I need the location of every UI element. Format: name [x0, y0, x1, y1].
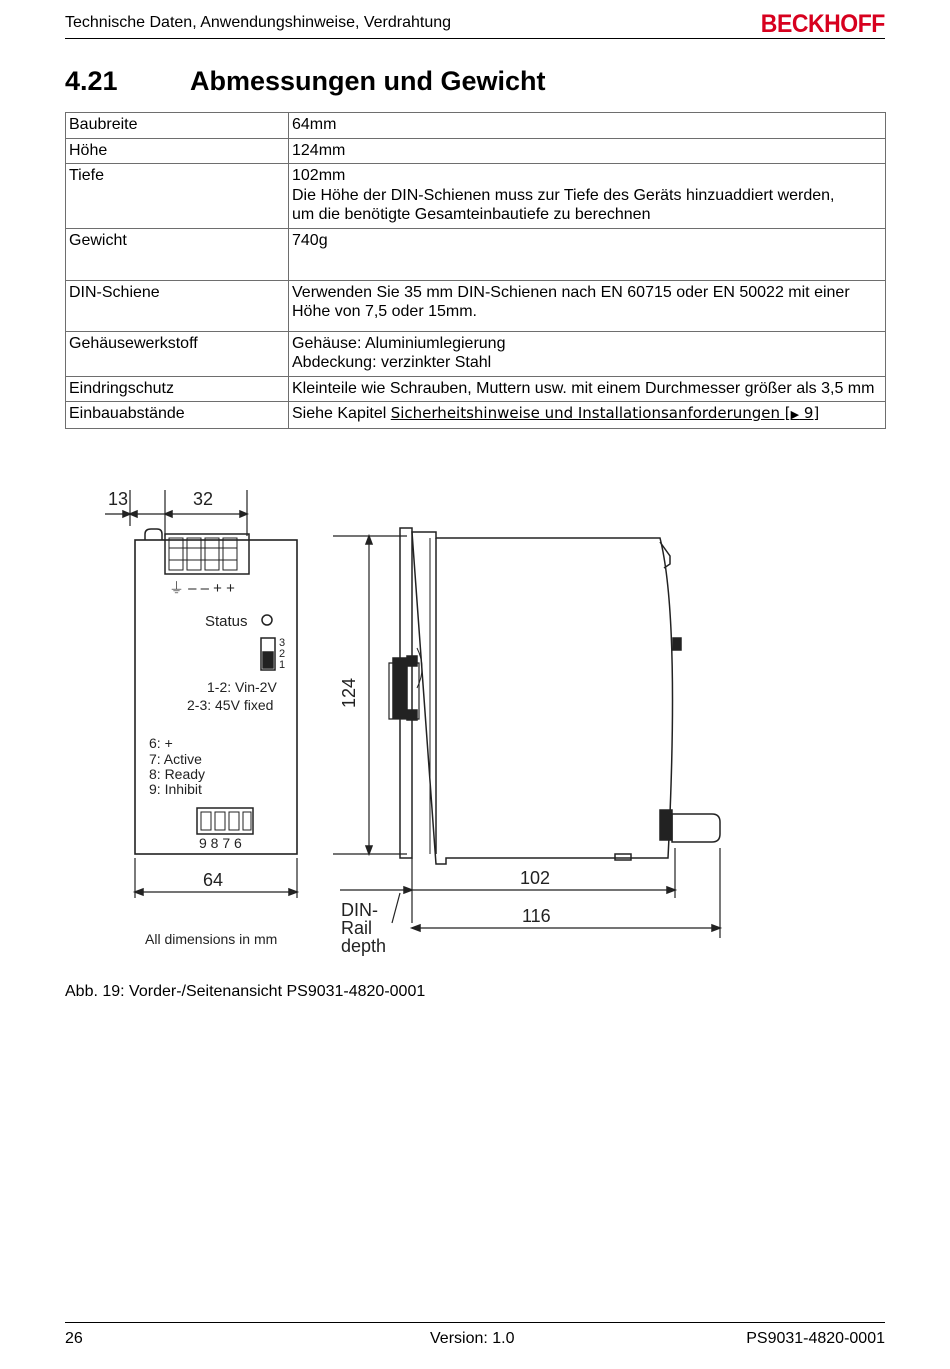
- value-line: 102mm: [292, 167, 346, 184]
- row-value: [289, 164, 886, 229]
- row-key: Baubreite: [66, 113, 289, 139]
- dim-124: 124: [339, 677, 359, 708]
- version: Version: 1.0: [430, 1330, 515, 1347]
- value-line: Abdeckung: verzinkter Stahl: [292, 354, 492, 371]
- row-key: Eindringschutz: [66, 376, 289, 402]
- value-line: Gehäuse: Aluminiumlegierung: [292, 334, 506, 352]
- row-value: 124mm: [289, 138, 886, 164]
- header-title: Technische Daten, Anwendungshinweise, Verdrahtung: [65, 14, 452, 31]
- dim-64: 64: [203, 870, 224, 890]
- din-label-1: DIN-: [341, 900, 378, 920]
- product-code: PS9031-4820-0001: [746, 1330, 885, 1347]
- dim-32: 32: [193, 489, 214, 509]
- pin-9: 9: Inhibit: [149, 781, 202, 797]
- row-value: Kleinteile wie Schrauben, Muttern usw. mit einem Durchmesser größer als 3,5 mm: [289, 376, 886, 402]
- figure-caption: Abb. 19: Vorder-/Seitenansicht PS9031-4820-0001: [65, 983, 426, 1000]
- front-view: [105, 489, 297, 947]
- page-number: 26: [65, 1330, 83, 1347]
- page-header: [65, 10, 885, 39]
- section-number: 4.21: [65, 66, 118, 96]
- table-row: [66, 228, 886, 280]
- row-value: [289, 402, 886, 429]
- setting-2: 2-3: 45V fixed: [187, 697, 274, 713]
- din-label-2: Rail: [341, 918, 373, 938]
- side-view: [333, 528, 720, 956]
- chapter-link[interactable]: [391, 404, 820, 422]
- row-key: Einbauabstände: [66, 402, 289, 429]
- row-key: Tiefe: [66, 164, 289, 229]
- section-heading: [65, 66, 546, 97]
- table-row: [66, 331, 886, 376]
- dim-116: 116: [522, 906, 551, 926]
- dim-13: 13: [108, 489, 129, 509]
- row-value: [289, 331, 886, 376]
- row-key: Gehäusewerkstoff: [66, 331, 289, 376]
- reference-prefix: Siehe Kapitel: [292, 405, 391, 422]
- pin-6: 6: +: [149, 735, 173, 751]
- switch-number-1: 1: [279, 659, 286, 671]
- switch-number-3: 3: [279, 637, 286, 649]
- section-title: Abmessungen und Gewicht: [190, 66, 546, 96]
- table-row: [66, 376, 886, 402]
- units-note: All dimensions in mm: [145, 931, 278, 947]
- row-value: 64mm: [289, 113, 886, 139]
- table-row: [66, 138, 886, 164]
- value-line: um die benötigte Gesamteinbautiefe zu berechnen: [292, 206, 651, 223]
- row-value: 740g: [289, 228, 886, 280]
- switch-number-2: 2: [279, 648, 286, 660]
- dimension-drawing: [95, 478, 745, 968]
- chapter-link-text[interactable]: Sicherheitshinweise und Installationsanforderungen [: [390, 404, 791, 422]
- arrow-right-icon: ▶: [790, 408, 800, 421]
- row-key: Höhe: [66, 138, 289, 164]
- table-row: [66, 164, 886, 229]
- table-row: [66, 280, 886, 331]
- dim-102: 102: [520, 868, 551, 888]
- pin-7: 7: Active: [149, 751, 202, 767]
- row-key: Gewicht: [66, 228, 289, 280]
- value-line: Die Höhe der DIN-Schienen muss zur Tiefe des Geräts hinzuaddiert werden,: [292, 186, 835, 204]
- row-key: DIN-Schiene: [66, 280, 289, 331]
- beckhoff-logo: BECKHOFF: [760, 10, 885, 38]
- terminal-labels: ⏚ – – + +: [169, 580, 235, 597]
- pin-numbers: 9 8 7 6: [199, 835, 242, 851]
- table-row: [66, 402, 886, 429]
- setting-1: 1-2: Vin-2V: [207, 679, 277, 695]
- din-label-3: depth: [341, 936, 387, 956]
- table-row: [66, 113, 886, 139]
- dimensions-table: [65, 112, 886, 429]
- pin-8: 8: Ready: [149, 766, 206, 782]
- status-label: Status: [205, 613, 248, 630]
- page-footer: [65, 1322, 885, 1353]
- row-value: Verwenden Sie 35 mm DIN-Schienen nach EN 60715 oder EN 50022 mit einer Höhe von 7,5 oder 15mm.: [289, 280, 886, 331]
- chapter-link-page[interactable]: 9]: [799, 404, 820, 422]
